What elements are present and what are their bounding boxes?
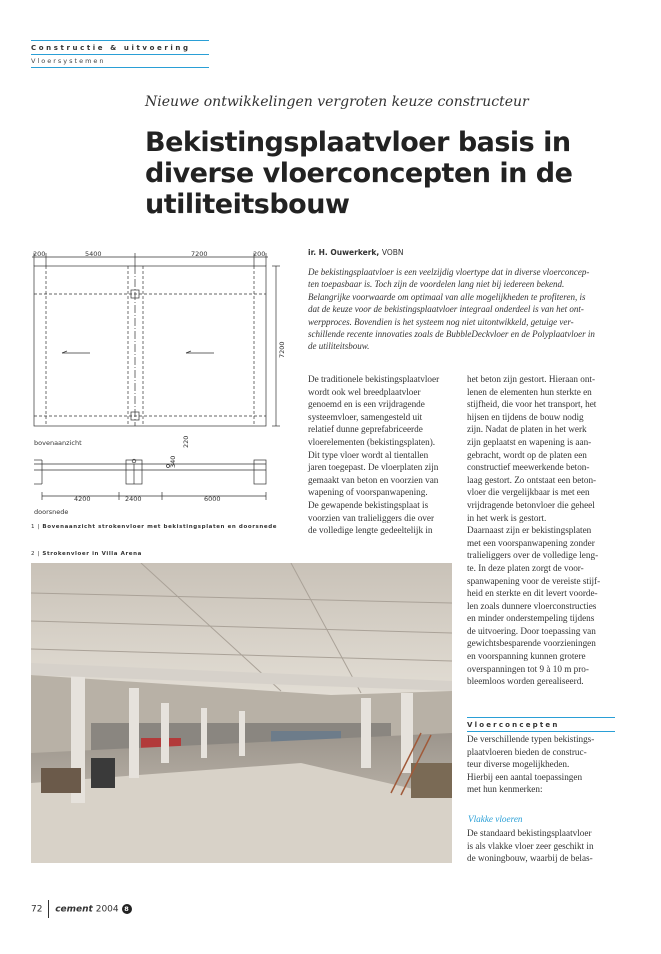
body-line: met hun kenmerken:: [467, 784, 543, 795]
body-line: wapening of voorspanwapening.: [308, 487, 428, 498]
author: [308, 248, 404, 257]
body-line: Daarnaast zijn er bekistingsplaten: [467, 525, 592, 536]
intro-text: [308, 266, 614, 353]
label-plan: bovenaanzicht: [34, 439, 82, 447]
body-line: len zoals dunnere vloerconstructies: [467, 600, 597, 611]
section-heading-vloerconcepten: Vloerconcepten: [467, 721, 560, 729]
body-line: genoemd en is een vrijdragende: [308, 399, 425, 410]
caption-number: 1 |: [31, 524, 40, 530]
body-line: jaren toegepast. De vloerplaten zijn: [308, 462, 439, 473]
body-line: relatief dunne geprefabriceerde: [308, 424, 423, 435]
dim-top-right: 200: [253, 250, 266, 258]
intro-line: werpproces. Bovendien is het systeem nog niet uitontwikkeld, getuige ver-: [308, 316, 574, 327]
dim-right: 7200: [278, 341, 286, 358]
body-line: De gewapende bekistingsplaat is: [308, 499, 429, 510]
label-section: doorsnede: [34, 508, 69, 516]
intro-line: Belangrijke voorwaarde om optimaal van alle mogelijkheden te profiteren, is: [308, 291, 586, 302]
body-line: de uitvoering. Door toepassing van: [467, 625, 596, 636]
body-line: vloer die vergelijkbaar is met een: [467, 487, 590, 498]
body-section-2: [467, 733, 619, 796]
intro-line: de utiliteitsbouw.: [308, 341, 370, 352]
body-line: gebracht, wordt op de platen een: [467, 449, 587, 460]
body-line: De verschillende typen bekistings-: [467, 734, 595, 744]
dim-bottom-1: 4200: [74, 495, 91, 503]
body-line: Dit type vloer wordt al tientallen: [308, 449, 429, 460]
photo-strokenvloer: [31, 563, 452, 863]
title-line: utiliteitsbouw: [145, 189, 350, 220]
body-column-1: [308, 373, 458, 537]
dim-bottom-3: 6000: [204, 495, 221, 503]
body-line: plaatvloeren bieden de construc-: [467, 746, 587, 757]
figure-1-caption: [31, 524, 277, 530]
dim-top-span2: 7200: [191, 250, 208, 258]
kicker: Nieuwe ontwikkelingen vergroten keuze constructeur: [145, 94, 529, 110]
dim-top-span1: 5400: [85, 250, 102, 258]
body-line: stijfheid, die voor het transport, het: [467, 399, 597, 410]
body-line: overspanningen tot 9 à 10 m pro-: [467, 663, 589, 674]
subheading-vlakke-vloeren: Vlakke vloeren: [468, 814, 523, 824]
body-line: teur diverse mogelijkheden.: [467, 759, 570, 770]
author-name: ir. H. Ouwerkerk,: [308, 248, 380, 257]
body-line: lenen de elementen hun sterkte en: [467, 386, 592, 397]
body-line: het beton zijn gestort. Hieraan ont-: [467, 374, 596, 384]
body-line: de woningbouw, waarbij de belas-: [467, 853, 593, 864]
body-line: heid en sterkte en dit levert voorde-: [467, 588, 598, 599]
body-line: Hierbij een aantal toepassingen: [467, 771, 583, 782]
body-line: vloerelementen (bekistingsplaten).: [308, 436, 436, 447]
body-line: en minder onderstempeling tijdens: [467, 613, 595, 624]
body-line: De standaard bekistingsplaatvloer: [467, 828, 592, 838]
dim-top-left: 200: [33, 250, 46, 258]
magazine-name: cement: [55, 904, 93, 915]
body-line: en voorspanning kunnen grotere: [467, 651, 586, 662]
body-line: bleemloos worden gerealiseerd.: [467, 676, 584, 687]
body-line: constructief meewerkende beton-: [467, 462, 590, 473]
page-number: 72: [31, 904, 43, 915]
body-line: gemaakt van beton en voorzien van: [308, 474, 439, 485]
body-line: zijn geplaatst en wapening is aan-: [467, 436, 592, 447]
body-line: gewichtsbesparende voorzieningen: [467, 638, 596, 649]
body-line: wordt ook wel breedplaatvloer: [308, 386, 421, 397]
caption-text: Strokenvloer in Villa Arena: [42, 551, 142, 557]
body-line: vrijdragende betonvloer die geheel: [467, 499, 595, 510]
body-line: in het werk is gestort.: [467, 512, 547, 523]
floor-plan-drawing: [28, 246, 290, 518]
body-line: spanwapening voor de vereiste stijf-: [467, 575, 601, 586]
intro-line: dat de keuze voor de bekistingsplaatvloer integraal onderdeel is van het ont-: [308, 304, 584, 315]
body-line: met een voorspanwapening zonder: [467, 537, 595, 548]
dim-bottom-2: 2400: [125, 495, 142, 503]
body-column-2: [467, 373, 619, 688]
caption-text: Bovenaanzicht strokenvloer met bekistingsplaten en doorsnede: [42, 524, 278, 530]
body-line: de volledige lengte gedeeltelijk in: [308, 525, 433, 536]
body-line: De traditionele bekistingsplaatvloer: [308, 374, 440, 384]
title-line: diverse vloerconcepten in de: [145, 158, 573, 189]
intro-line: De bekistingsplaatvloer is een veelzijdig vloertype dat in diverse vloerconcep-: [308, 267, 590, 277]
body-section-2b: [467, 827, 619, 865]
body-line: systeemvloer, samengesteld uit: [308, 411, 423, 422]
dim-section-2: 220: [182, 435, 190, 448]
title-line: Bekistingsplaatvloer basis in: [145, 127, 571, 158]
intro-line: ten toepasbaar is. Toch zijn de voordelen lang niet bij iedereen bekend.: [308, 279, 565, 290]
body-line: is als vlakke vloer zeer geschikt in: [467, 840, 594, 851]
body-line: laag gestort. Zo ontstaat een beton-: [467, 474, 597, 485]
issue-badge: 8: [122, 904, 132, 914]
page-title: [145, 127, 645, 220]
body-line: tralieliggers over de volledige leng-: [467, 550, 599, 561]
page-footer: [31, 900, 132, 918]
caption-number: 2 |: [31, 551, 40, 557]
author-org: VOBN: [381, 248, 404, 257]
subsection-label: Vloersystemen: [31, 57, 106, 65]
body-line: voorzien van tralieliggers die over: [308, 512, 435, 523]
body-line: te. In deze platen zorgt de voor-: [467, 562, 584, 573]
dim-section-1: 340: [169, 455, 177, 468]
body-line: hijsen en tijdens de bouw nodig: [467, 411, 584, 422]
intro-line: schillende recente innovaties zoals de BubbleDeckvloer en de Polyplaatvloer in: [308, 329, 595, 340]
figure-2-caption: [31, 551, 142, 557]
section-label: Constructie & uitvoering: [31, 44, 191, 52]
body-line: zijn. Nadat de platen in het werk: [467, 424, 587, 435]
magazine-year: 2004: [95, 904, 119, 915]
